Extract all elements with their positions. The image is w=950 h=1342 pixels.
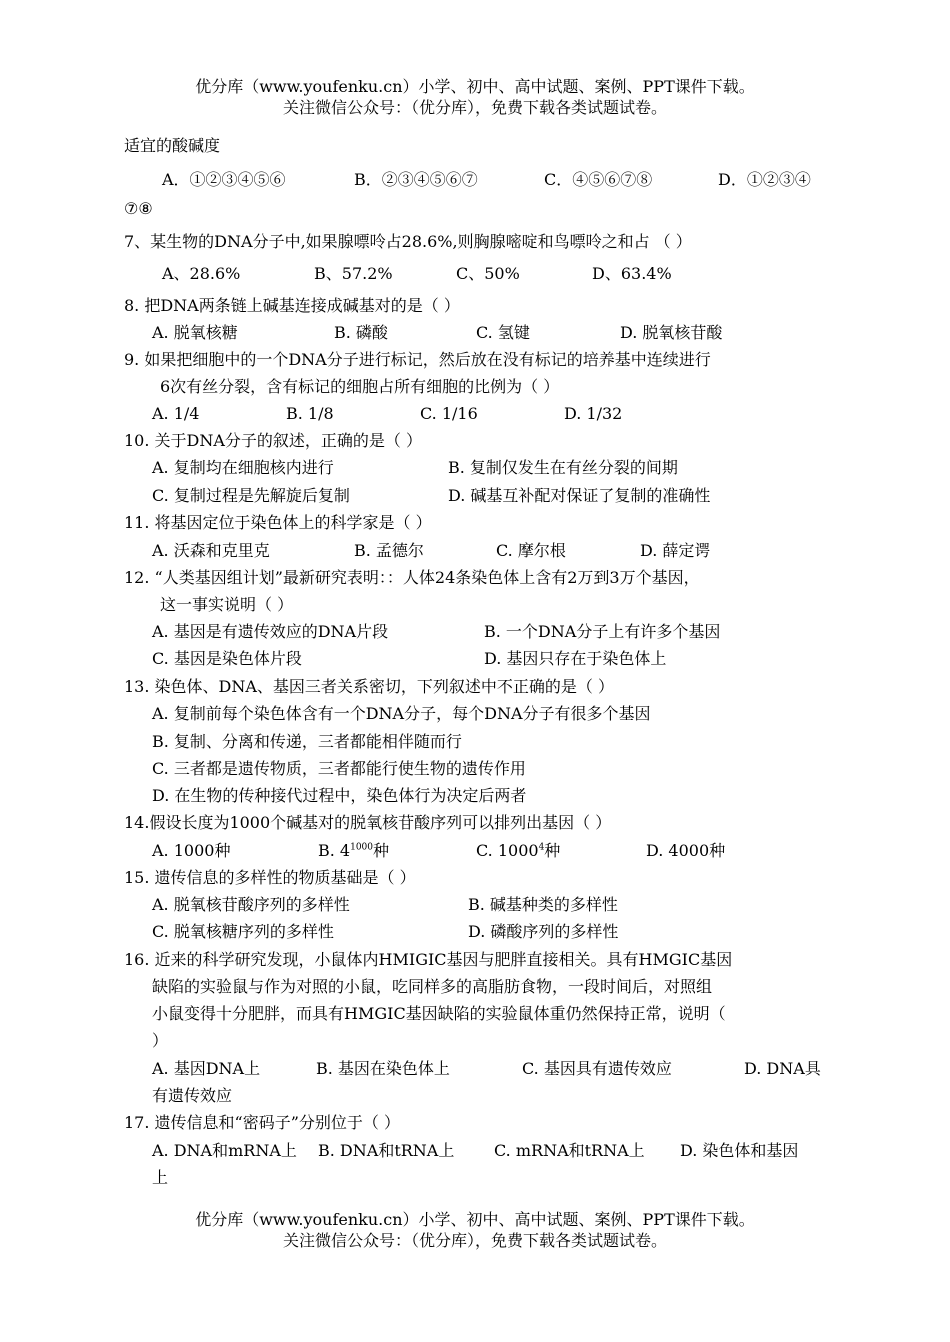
q9-option-a: A. 1/4 — [152, 404, 200, 423]
q9-options — [124, 402, 836, 426]
q16-option-b: B. 基因在染色体上 — [316, 1059, 450, 1078]
header-line-2: 关注微信公众号：（优分库），免费下载各类试题试卷。 — [282, 98, 667, 117]
q17-option-d-wrap: 上 — [152, 1168, 169, 1187]
q12-option-d: D. 基因只存在于染色体上 — [484, 649, 667, 668]
q14-stem: 14.假设长度为1000个碱基对的脱氧核苷酸序列可以排列出基因（ ） — [124, 813, 612, 832]
q6-options — [124, 168, 836, 192]
q14-option-c-unit: 种 — [544, 841, 561, 860]
q7-option-c: C、50% — [456, 264, 520, 283]
q8-option-a: A. 脱氧核糖 — [152, 323, 238, 342]
q6-option-d-wrap: ⑦⑧ — [124, 199, 153, 218]
q17-stem: 17. 遗传信息和“密码子”分别位于（ ） — [124, 1113, 400, 1132]
q16-option-d: D. DNA具 — [744, 1059, 821, 1078]
q14-option-c — [476, 839, 560, 863]
q10-options-row-2 — [124, 484, 836, 508]
q7-option-a: A、28.6% — [162, 264, 241, 283]
q8-option-d: D. 脱氧核苷酸 — [620, 323, 723, 342]
q13-stem: 13. 染色体、DNA、基因三者关系密切，下列叙述中不正确的是（ ） — [124, 677, 615, 696]
q6-option-a: A．①②③④⑤⑥ — [162, 170, 286, 189]
q14-option-b-exponent: 1000 — [350, 842, 374, 853]
q12-option-c: C. 基因是染色体片段 — [152, 649, 302, 668]
q15-option-d: D. 磷酸序列的多样性 — [468, 922, 619, 941]
q11-option-c: C. 摩尔根 — [496, 541, 566, 560]
q9-option-b: B. 1/8 — [286, 404, 334, 423]
q10-option-a: A. 复制均在细胞核内进行 — [152, 458, 334, 477]
q13-option-a: A. 复制前每个染色体含有一个DNA分子，每个DNA分子有很多个基因 — [152, 704, 651, 723]
q16-stem-3: 小鼠变得十分肥胖，而具有HMGIC基因缺陷的实验鼠体重仍然保持正常，说明（ — [152, 1004, 726, 1023]
q6-continuation: 适宜的酸碱度 — [124, 136, 221, 155]
q17-option-d: D. 染色体和基因 — [680, 1141, 799, 1160]
footer-line-2: 关注微信公众号：（优分库），免费下载各类试题试卷。 — [282, 1231, 667, 1250]
q6-option-b: B．②③④⑤⑥⑦ — [354, 170, 478, 189]
q12-stem-1: 12. “人类基因组计划”最新研究表明：：人体24条染色体上含有2万到3万个基因， — [124, 568, 700, 587]
q14-option-c-base: C. 1000 — [476, 841, 539, 860]
q14-option-b-unit: 种 — [373, 841, 390, 860]
q14-option-c-exponent: 4 — [538, 842, 545, 853]
q16-stem-4: ） — [152, 1031, 169, 1050]
q16-options — [124, 1057, 836, 1081]
q11-option-d: D. 薛定谔 — [640, 541, 711, 560]
q16-stem-1: 16. 近来的科学研究发现，小鼠体内HMIGIC基因与肥胖直接相关。具有HMGIC基因 — [124, 950, 733, 969]
q13-option-b: B. 复制、分离和传递，三者都能相伴随而行 — [152, 732, 462, 751]
q16-option-d-wrap: 有遗传效应 — [152, 1086, 233, 1105]
q7-options — [124, 262, 836, 286]
q7-option-b: B、57.2% — [314, 264, 393, 283]
q14-options — [124, 839, 836, 863]
q12-options-row-2 — [124, 647, 836, 671]
q11-option-b: B. 孟德尔 — [354, 541, 424, 560]
q16-stem-2: 缺陷的实验鼠与作为对照的小鼠，吃同样多的高脂肪食物，一段时间后，对照组 — [152, 977, 713, 996]
q10-option-b: B. 复制仅发生在有丝分裂的间期 — [448, 458, 678, 477]
q15-options-row-2 — [124, 920, 836, 944]
q10-option-c: C. 复制过程是先解旋后复制 — [152, 486, 350, 505]
q6-option-d: D．①②③④ — [718, 170, 811, 189]
q10-options-row-1 — [124, 456, 836, 480]
q12-option-a: A. 基因是有遗传效应的DNA片段 — [152, 622, 389, 641]
q15-options-row-1 — [124, 893, 836, 917]
q14-option-b-base: B. 4 — [318, 841, 351, 860]
q10-stem: 10. 关于DNA分子的叙述，正确的是（ ） — [124, 431, 423, 450]
q7-stem: 7、某生物的DNA分子中,如果腺嘌呤占28.6%,则胸腺嘧啶和鸟嘌呤之和占 （ ） — [124, 232, 692, 251]
q8-option-c: C. 氢键 — [476, 323, 530, 342]
q16-option-a: A. 基因DNA上 — [152, 1059, 261, 1078]
q12-stem-2: 这一事实说明（ ） — [160, 595, 294, 614]
q15-stem: 15. 遗传信息的多样性的物质基础是（ ） — [124, 868, 416, 887]
q9-stem-1: 9. 如果把细胞中的一个DNA分子进行标记，然后放在没有标记的培养基中连续进行 — [124, 350, 711, 369]
q15-option-a: A. 脱氧核苷酸序列的多样性 — [152, 895, 350, 914]
q8-option-b: B. 磷酸 — [334, 323, 388, 342]
footer-line-1: 优分库（www.youfenku.cn）小学、初中、高中试题、案例、PPT课件下载。 — [195, 1210, 755, 1229]
q11-stem: 11. 将基因定位于染色体上的科学家是（ ） — [124, 513, 432, 532]
q15-option-b: B. 碱基种类的多样性 — [468, 895, 618, 914]
page-header — [0, 76, 950, 118]
q12-options-row-1 — [124, 620, 836, 644]
q8-stem: 8. 把DNA两条链上碱基连接成碱基对的是（ ） — [124, 296, 460, 315]
q13-option-c: C. 三者都是遗传物质，三者都能行使生物的遗传作用 — [152, 759, 526, 778]
q11-options — [124, 539, 836, 563]
header-line-1: 优分库（www.youfenku.cn）小学、初中、高中试题、案例、PPT课件下载。 — [195, 77, 755, 96]
q7-option-d: D、63.4% — [592, 264, 672, 283]
q6-option-c: C．④⑤⑥⑦⑧ — [544, 170, 653, 189]
q8-options — [124, 321, 836, 345]
q15-option-c: C. 脱氧核糖序列的多样性 — [152, 922, 334, 941]
q17-option-a: A. DNA和mRNA上 — [152, 1141, 297, 1160]
q17-options — [124, 1139, 836, 1163]
q12-option-b: B. 一个DNA分子上有许多个基因 — [484, 622, 721, 641]
q16-option-c: C. 基因具有遗传效应 — [522, 1059, 672, 1078]
q9-option-d: D. 1/32 — [564, 404, 623, 423]
q17-option-b: B. DNA和tRNA上 — [318, 1141, 455, 1160]
q14-option-a: A. 1000种 — [152, 841, 231, 860]
q14-option-b — [318, 839, 389, 863]
q9-option-c: C. 1/16 — [420, 404, 478, 423]
q17-option-c: C. mRNA和tRNA上 — [494, 1141, 645, 1160]
q14-option-d: D. 4000种 — [646, 841, 726, 860]
q11-option-a: A. 沃森和克里克 — [152, 541, 270, 560]
q10-option-d: D. 碱基互补配对保证了复制的准确性 — [448, 486, 711, 505]
q9-stem-2: 6次有丝分裂，含有标记的细胞占所有细胞的比例为（ ） — [160, 377, 560, 396]
q13-option-d: D. 在生物的传种接代过程中，染色体行为决定后两者 — [152, 786, 527, 805]
page-footer — [0, 1209, 950, 1251]
